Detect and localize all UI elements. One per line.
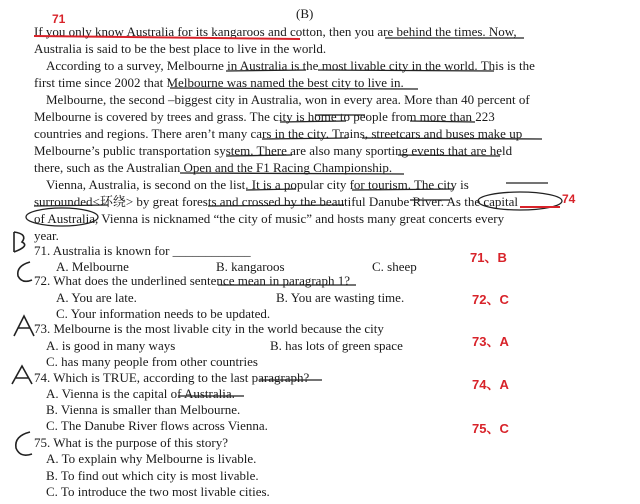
handwritten-c: [18, 262, 32, 281]
option-b: B. kangaroos: [216, 259, 285, 274]
passage-line: first time since 2002 that Melbourne was named the best city to live in.: [34, 75, 404, 90]
passage-line: Melbourne, the second –biggest city in Australia, won in every area. More than 40 percent of: [46, 92, 530, 107]
question-stem: 73. Melbourne is the most livable city in the world because the city: [34, 321, 384, 336]
handwritten-c: [16, 432, 32, 455]
question-stem: 72. What does the underlined sentence mean in paragraph 1?: [34, 273, 350, 288]
answer-note: 72、C: [472, 292, 509, 307]
margin-number-71: 71: [52, 12, 66, 26]
option-a: A. You are late.: [56, 290, 137, 305]
passage-line: Melbourne is covered by trees and grass. The city is home to people from more than 223: [34, 109, 495, 124]
passage-line: Vienna, Australia, is second on the list. It is a popular city for tourism. The city is: [46, 177, 469, 192]
passage-line: of Australia, Vienna is nicknamed “the city of music” and hosts many great concerts every: [34, 211, 505, 226]
passage-line: surrounded<环绕> by great forests and crossed by the beautiful Danube River. As the capital: [34, 194, 518, 209]
option-a: A. Melbourne: [56, 259, 129, 274]
option-c: C. The Danube River flows across Vienna.: [46, 418, 268, 433]
option-c: C. Your information needs to be updated.: [56, 306, 271, 321]
handwritten-a: [12, 366, 32, 384]
passage-line: According to a survey, Melbourne in Australia is the most livable city in the world. This is the: [46, 58, 535, 73]
option-c: C. has many people from other countries: [46, 354, 258, 369]
answer-note: 71、B: [470, 250, 507, 265]
question-stem: 71. Australia is known for ____________: [34, 243, 251, 258]
handwritten-a: [14, 316, 34, 336]
option-b: B. You are wasting time.: [276, 290, 405, 305]
question-stem: 75. What is the purpose of this story?: [34, 435, 229, 450]
option-a: A. is good in many ways: [46, 338, 176, 353]
answer-note: 75、C: [472, 421, 509, 436]
option-a: A. To explain why Melbourne is livable.: [46, 451, 257, 466]
question-stem: 74. Which is TRUE, according to the last paragraph?: [34, 370, 310, 385]
option-b: B. To find out which city is most livable.: [46, 468, 259, 483]
option-a: A. Vienna is the capital of Australia.: [46, 386, 235, 401]
option-b: B. has lots of green space: [270, 338, 403, 353]
option-b: B. Vienna is smaller than Melbourne.: [46, 402, 241, 417]
section-header: (B): [296, 6, 314, 21]
passage-line: Melbourne’s public transportation system. There are also many sporting events that are held: [34, 143, 513, 158]
passage-line: year.: [34, 228, 59, 243]
option-c: C. sheep: [372, 259, 417, 274]
passage-line: countries and regions. There aren’t many cars in the city. Trains, streetcars and buses make up: [34, 126, 523, 141]
passage-line: If you only know Australia for its kangaroos and cotton, then you are behind the times. Now,: [34, 24, 517, 39]
passage-line: Australia is said to be the best place to live in the world.: [34, 41, 327, 56]
margin-number-74: 74: [562, 192, 576, 206]
passage-line: there, such as the Australian Open and the F1 Racing Championship.: [34, 160, 393, 175]
handwritten-b: [14, 232, 25, 252]
answer-note: 74、A: [472, 377, 509, 392]
answer-note: 73、A: [472, 334, 509, 349]
option-c: C. To introduce the two most livable cities.: [46, 484, 270, 499]
